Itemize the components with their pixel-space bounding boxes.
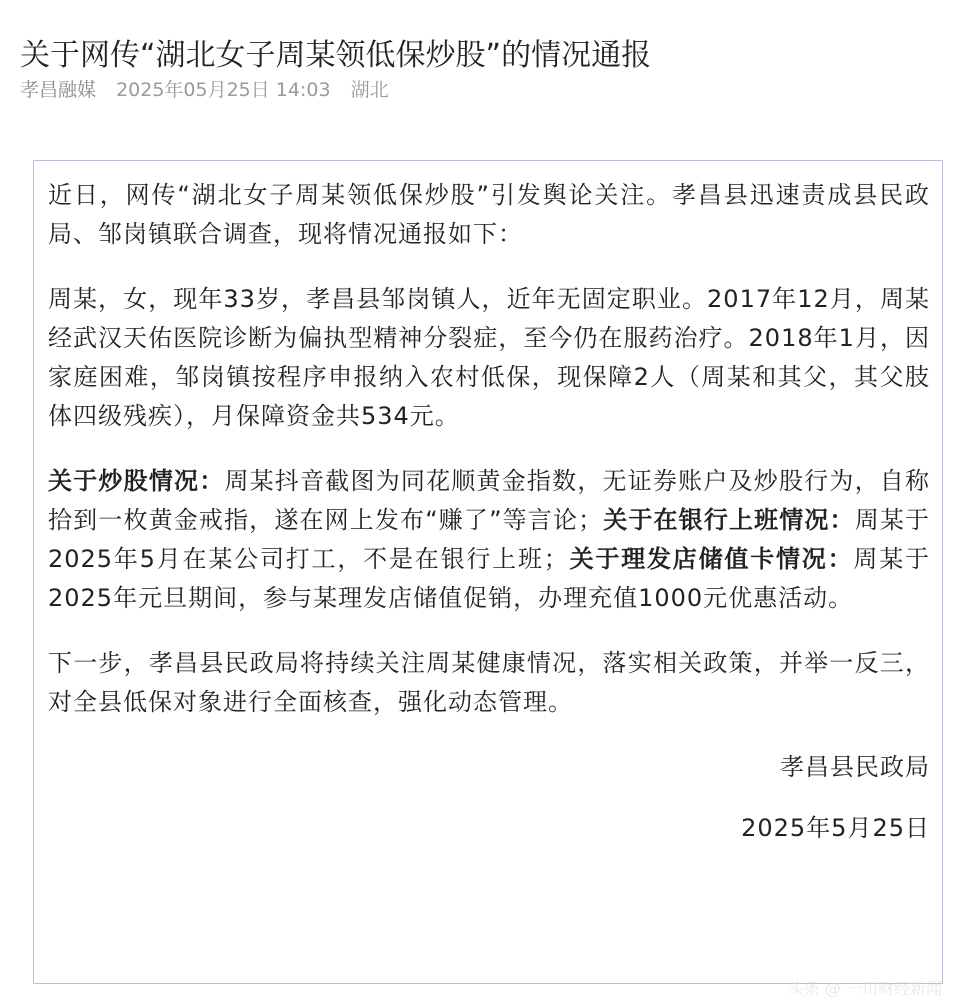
notice-background-paragraph: 周某，女，现年33岁，孝昌县邹岗镇人，近年无固定职业。2017年12月，周某经武汉天佑医院诊断为偏执型精神分裂症，至今仍在服药治疗。2018年1月，因家庭困难，邹岗镇按程序申报纳入农村低保，现保障2人（周某和其父，其父肢体四级残疾），月保障资金共534元。 [48, 285, 930, 430]
finding-heading-stock: 关于炒股情况： [48, 467, 225, 495]
finding-heading-salon: 关于理发店储值卡情况： [568, 545, 854, 573]
notice-signature [48, 748, 930, 848]
finding-text-salon: 周某于2025年元旦期间，参与某理发店储值促销，办理充值1000元优惠活动。 [48, 545, 931, 612]
notice-findings-paragraph [48, 462, 930, 618]
notice-box [33, 160, 943, 984]
article-meta [20, 76, 403, 104]
article-location: 湖北 [350, 79, 389, 101]
signature-date: 2025年5月25日 [741, 814, 930, 842]
watermark: 头条 @ 一川财经新闻 [787, 979, 942, 998]
finding-text-stock: 周某抖音截图为同花顺黄金指数，无证券账户及炒股行为，自称拾到一枚黄金戒指，遂在网上发布“赚了”等言论； [48, 467, 931, 534]
article-source[interactable]: 孝昌融媒 [20, 79, 97, 101]
signature-org: 孝昌县民政局 [780, 753, 930, 781]
finding-text-bank: 周某于2025年5月在某公司打工，不是在银行上班； [48, 506, 931, 573]
article-datetime: 2025年05月25日 14:03 [116, 79, 331, 101]
notice-intro-paragraph: 近日，网传“湖北女子周某领低保炒股”引发舆论关注。孝昌县迅速责成县民政局、邹岗镇联合调查，现将情况通报如下： [48, 181, 930, 248]
article-title: 关于网传“湖北女子周某领低保炒股”的情况通报 [20, 38, 652, 74]
notice-closing-paragraph: 下一步，孝昌县民政局将持续关注周某健康情况，落实相关政策，并举一反三，对全县低保对象进行全面核查，强化动态管理。 [48, 649, 930, 716]
finding-heading-bank: 关于在银行上班情况： [603, 506, 855, 534]
